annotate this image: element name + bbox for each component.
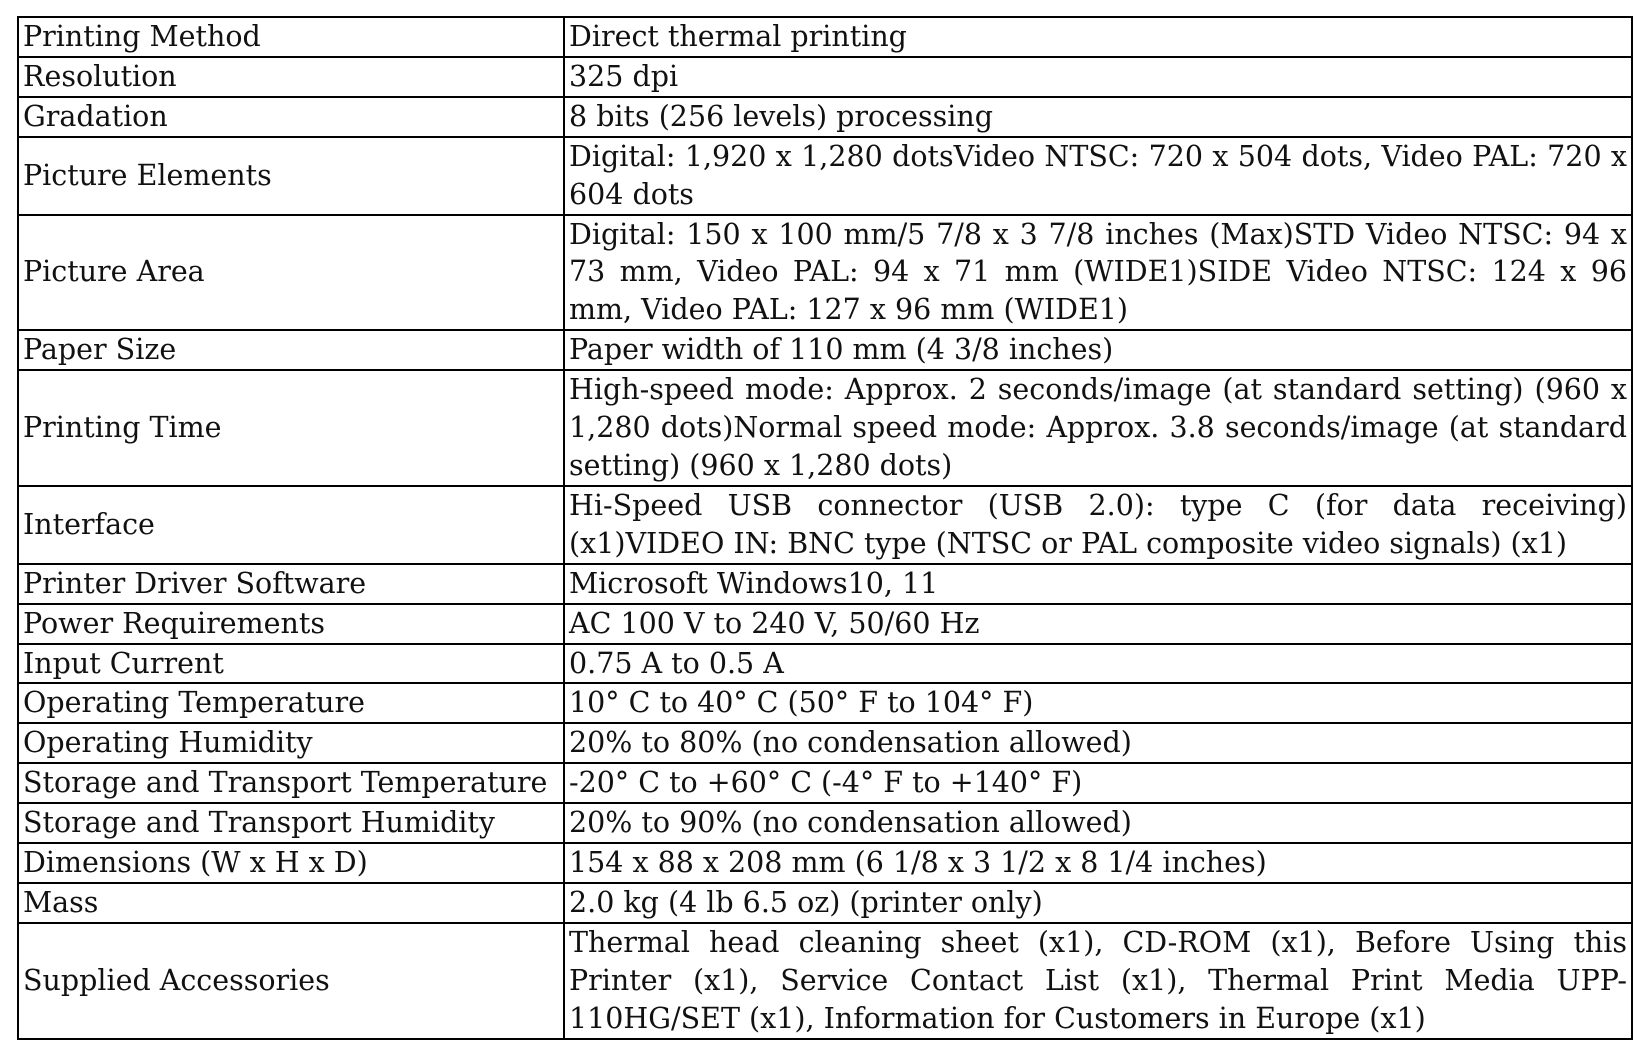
table-row [18, 17, 1632, 57]
specifications-table [17, 16, 1633, 1040]
spec-label: Storage and Transport Temperature [18, 763, 564, 803]
spec-value: Microsoft Windows10, 11 [564, 564, 1632, 604]
spec-value: Paper width of 110 mm (4 3/8 inches) [564, 330, 1632, 370]
table-row [18, 883, 1632, 923]
spec-label: Printer Driver Software [18, 564, 564, 604]
table-row [18, 57, 1632, 97]
spec-value: 2.0 kg (4 lb 6.5 oz) (printer only) [564, 883, 1632, 923]
spec-label: Picture Elements [18, 137, 564, 215]
spec-value: 154 x 88 x 208 mm (6 1/8 x 3 1/2 x 8 1/4 inches) [564, 843, 1632, 883]
spec-value: Direct thermal printing [564, 17, 1632, 57]
spec-value: 20% to 90% (no condensation allowed) [564, 803, 1632, 843]
spec-value: High-speed mode: Approx. 2 seconds/image (at standard setting) (960 x 1,280 dots)Normal speed mode: Approx. 3.8 seconds/image (at standard setting) (960 x 1,280 dots) [564, 370, 1632, 486]
table-row [18, 923, 1632, 1039]
table-row [18, 215, 1632, 331]
spec-label: Resolution [18, 57, 564, 97]
spec-value: Digital: 1,920 x 1,280 dotsVideo NTSC: 720 x 504 dots, Video PAL: 720 x 604 dots [564, 137, 1632, 215]
spec-label: Paper Size [18, 330, 564, 370]
spec-label: Input Current [18, 644, 564, 684]
spec-label: Power Requirements [18, 604, 564, 644]
table-row [18, 97, 1632, 137]
table-row [18, 723, 1632, 763]
table-row [18, 843, 1632, 883]
spec-value: -20° C to +60° C (-4° F to +140° F) [564, 763, 1632, 803]
spec-label: Interface [18, 486, 564, 564]
table-row [18, 683, 1632, 723]
table-row [18, 486, 1632, 564]
table-row [18, 803, 1632, 843]
spec-value: AC 100 V to 240 V, 50/60 Hz [564, 604, 1632, 644]
table-row [18, 330, 1632, 370]
spec-label: Printing Method [18, 17, 564, 57]
spec-label: Supplied Accessories [18, 923, 564, 1039]
spec-label: Gradation [18, 97, 564, 137]
spec-label: Picture Area [18, 215, 564, 331]
table-row [18, 564, 1632, 604]
spec-label: Operating Humidity [18, 723, 564, 763]
table-row [18, 370, 1632, 486]
spec-value: 20% to 80% (no condensation allowed) [564, 723, 1632, 763]
spec-value: 10° C to 40° C (50° F to 104° F) [564, 683, 1632, 723]
table-row [18, 137, 1632, 215]
spec-value: 325 dpi [564, 57, 1632, 97]
spec-value: 0.75 A to 0.5 A [564, 644, 1632, 684]
spec-value: Digital: 150 x 100 mm/5 7/8 x 3 7/8 inches (Max)STD Video NTSC: 94 x 73 mm, Video PAL: 94 x 71 mm (WIDE1)SIDE Video NTSC: 124 x 96 mm, Video PAL: 127 x 96 mm (WIDE1) [564, 215, 1632, 331]
spec-label: Printing Time [18, 370, 564, 486]
spec-label: Mass [18, 883, 564, 923]
spec-label: Storage and Transport Humidity [18, 803, 564, 843]
spec-value: Hi-Speed USB connector (USB 2.0): type C (for data receiving) (x1)VIDEO IN: BNC type (NTSC or PAL composite video signals) (x1) [564, 486, 1632, 564]
spec-label: Dimensions (W x H x D) [18, 843, 564, 883]
spec-label: Operating Temperature [18, 683, 564, 723]
table-row [18, 763, 1632, 803]
spec-value: 8 bits (256 levels) processing [564, 97, 1632, 137]
spec-value: Thermal head cleaning sheet (x1), CD-ROM (x1), Before Using this Printer (x1), Service Contact List (x1), Thermal Print Media UPP-110HG/SET (x1), Information for Customers in Europe (x1) [564, 923, 1632, 1039]
table-row [18, 644, 1632, 684]
table-row [18, 604, 1632, 644]
